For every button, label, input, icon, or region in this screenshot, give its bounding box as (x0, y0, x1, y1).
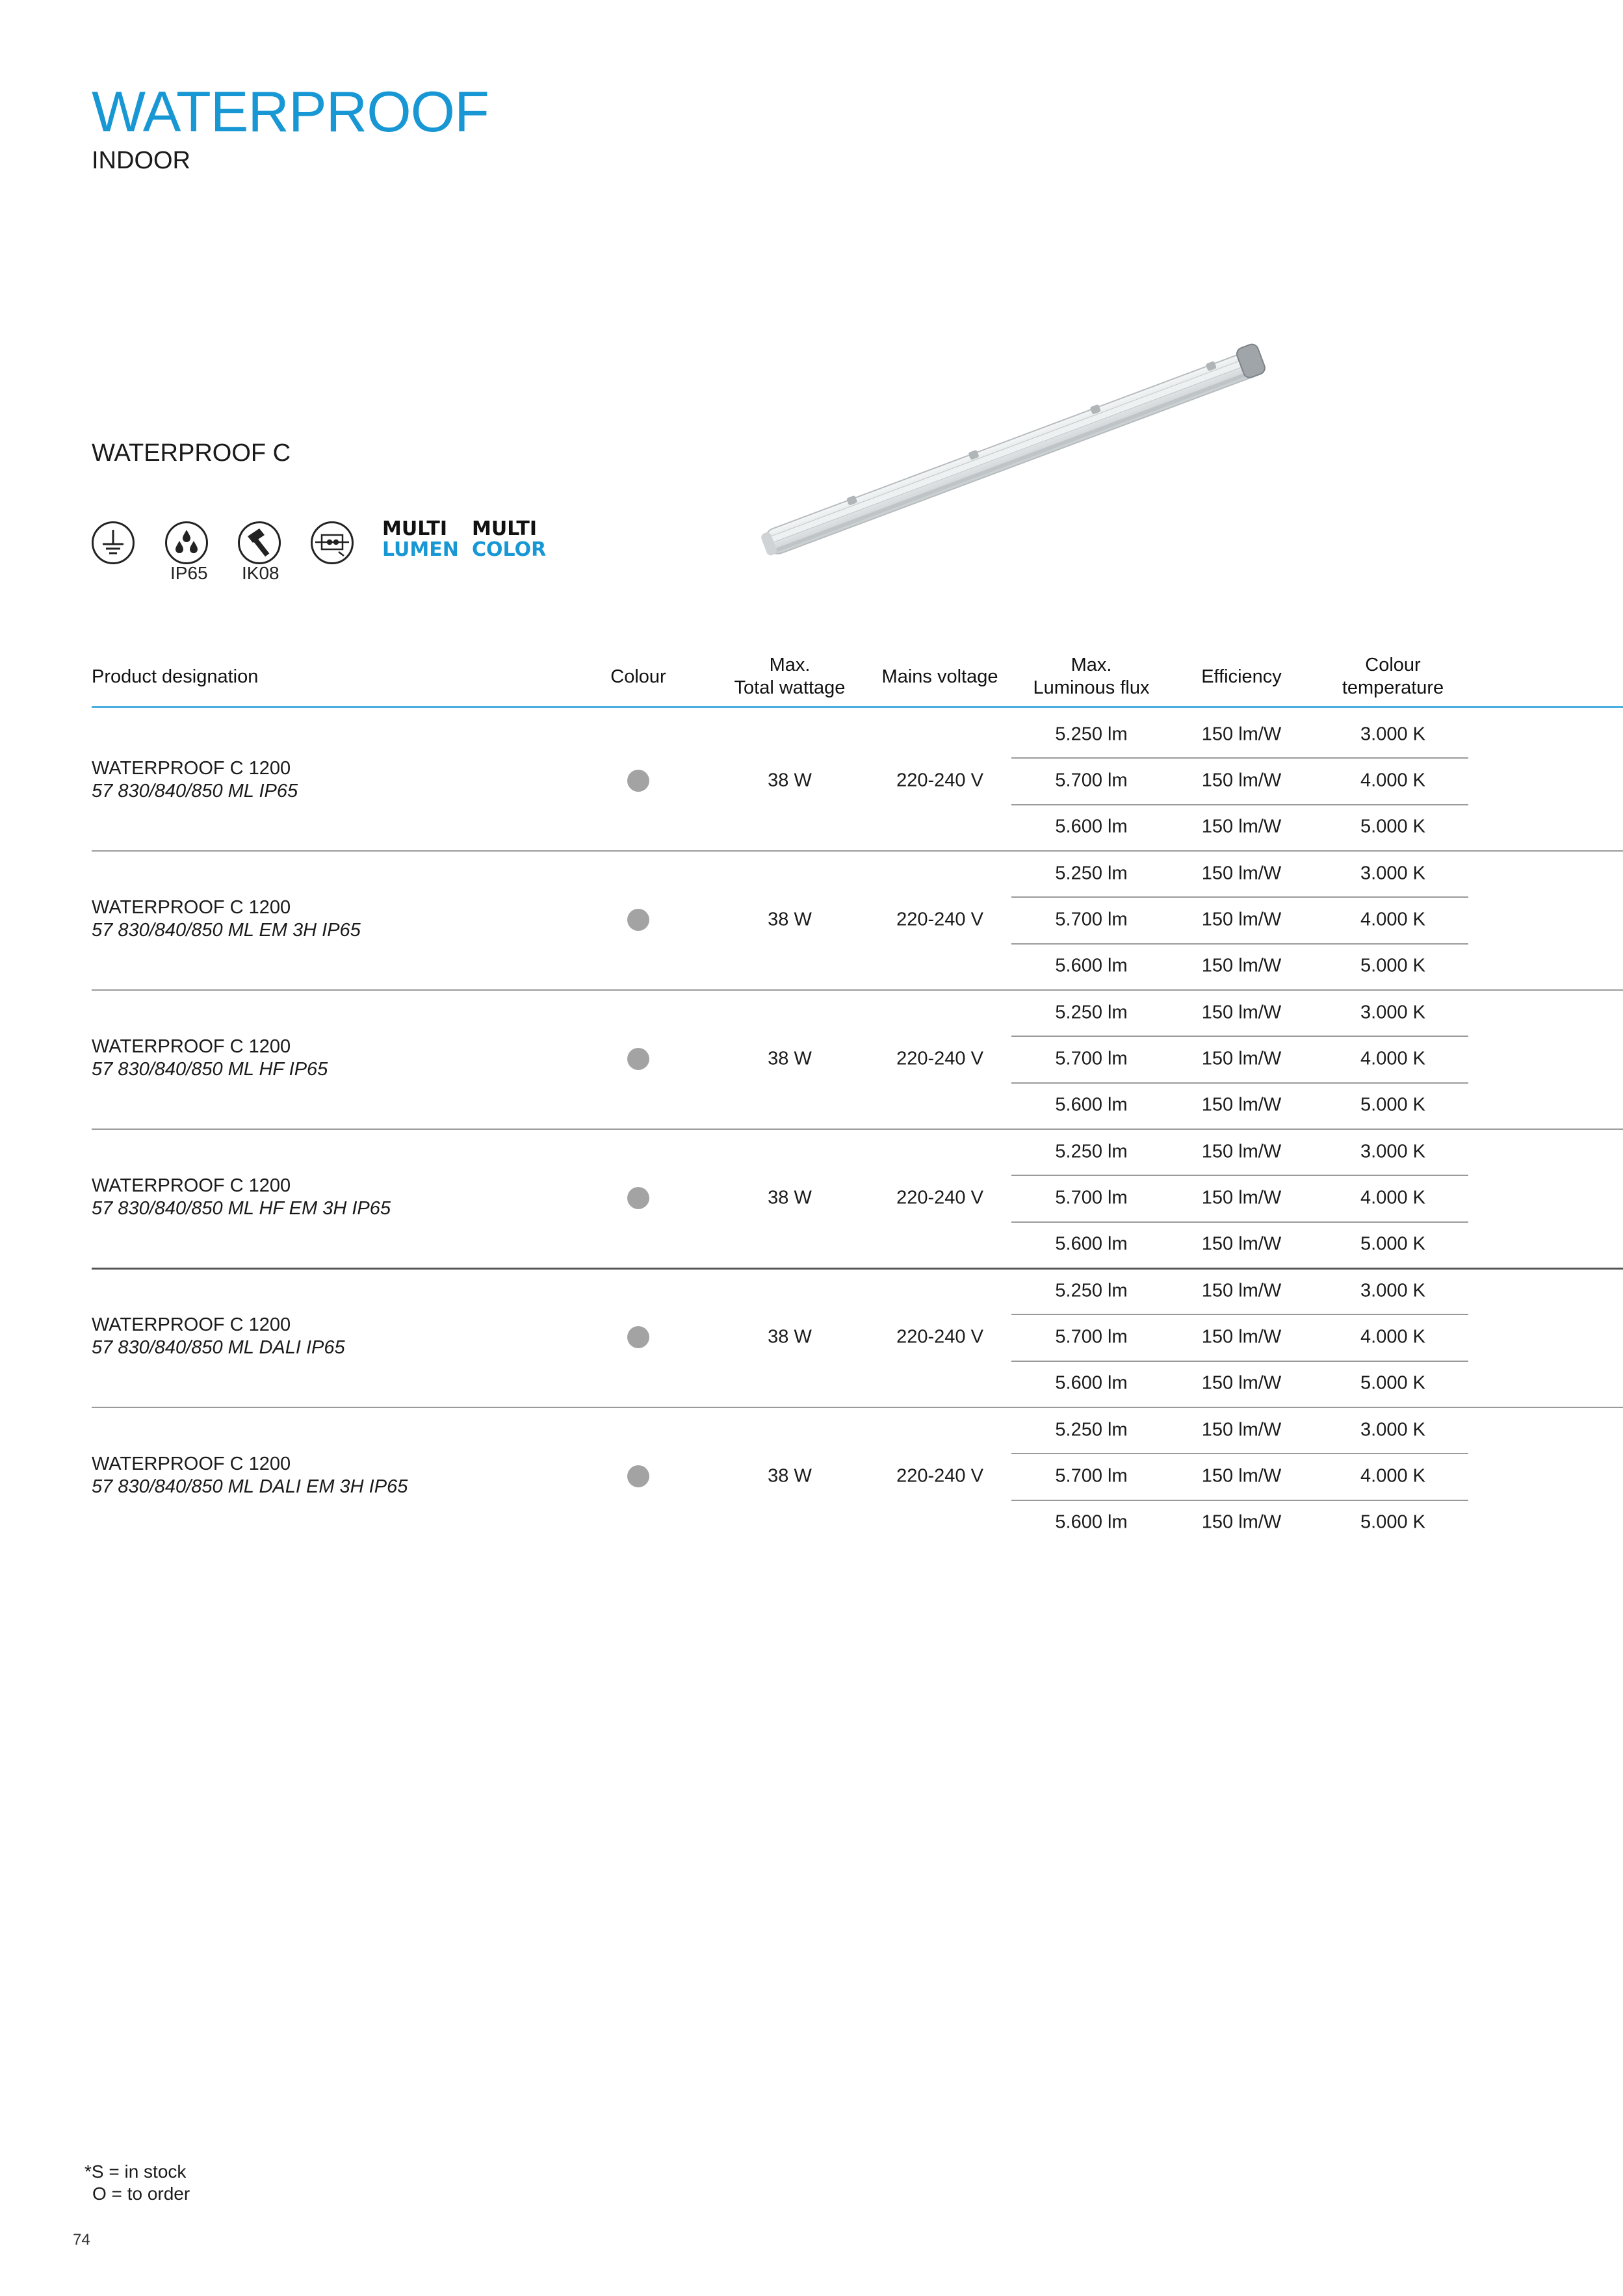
badge-line: COLOR (472, 538, 547, 561)
product-code: 57 830/840/850 ML HF EM 3H IP65 (92, 1198, 391, 1219)
total-wattage: 38 W (768, 770, 812, 791)
colour-temperature: 5.000 K (1360, 816, 1425, 837)
efficiency: 150 lm/W (1201, 770, 1282, 791)
efficiency: 150 lm/W (1201, 1141, 1282, 1162)
luminous-flux: 5.600 lm (1055, 1094, 1128, 1115)
total-wattage: 38 W (768, 909, 812, 930)
product-designation (92, 1036, 328, 1081)
product-model: WATERPROOF C 1200 (92, 1454, 291, 1474)
variant-divider (1011, 1314, 1468, 1315)
col-header-voltage: Mains voltage (881, 666, 998, 687)
luminous-flux: 5.250 lm (1055, 863, 1128, 884)
row-divider (92, 989, 1623, 991)
colour-temperature: 4.000 K (1360, 909, 1425, 930)
luminous-flux: 5.600 lm (1055, 1511, 1128, 1533)
mains-voltage: 220-240 V (896, 1326, 983, 1348)
header-line: Max. (769, 655, 811, 675)
luminous-flux: 5.250 lm (1055, 1419, 1128, 1441)
luminous-flux: 5.700 lm (1055, 770, 1128, 791)
total-wattage: 38 W (768, 1465, 812, 1487)
luminous-flux: 5.600 lm (1055, 1233, 1128, 1255)
row-divider (92, 850, 1623, 852)
efficiency: 150 lm/W (1201, 1280, 1282, 1301)
header-line: Luminous flux (1033, 677, 1150, 698)
variant-divider (1011, 1036, 1468, 1037)
colour-temperature: 5.000 K (1360, 1233, 1425, 1255)
colour-temperature: 4.000 K (1360, 1465, 1425, 1487)
product-designation (92, 1175, 391, 1220)
mains-voltage: 220-240 V (896, 770, 983, 791)
multi-color-badge (472, 519, 546, 560)
mains-voltage: 220-240 V (896, 1465, 983, 1487)
variant-divider (1011, 1175, 1468, 1176)
colour-temperature: 3.000 K (1360, 1280, 1425, 1301)
colour-temperature: 3.000 K (1360, 1419, 1425, 1441)
mains-voltage: 220-240 V (896, 1048, 983, 1069)
stock-note-line: *S = in stock (84, 2161, 187, 2182)
efficiency: 150 lm/W (1201, 1419, 1282, 1441)
product-code: 57 830/840/850 ML HF IP65 (92, 1059, 328, 1080)
table-header-rule (92, 706, 1623, 708)
colour-temperature: 5.000 K (1360, 1094, 1425, 1115)
header-line: Total wattage (734, 677, 846, 698)
efficiency: 150 lm/W (1201, 955, 1282, 976)
page-subtitle: INDOOR (92, 147, 190, 174)
total-wattage: 38 W (768, 1048, 812, 1069)
variant-divider (1011, 804, 1468, 805)
product-model: WATERPROOF C 1200 (92, 1175, 291, 1196)
row-divider (92, 1128, 1623, 1130)
luminous-flux: 5.700 lm (1055, 1326, 1128, 1348)
badge-line: MULTI (382, 517, 447, 540)
efficiency: 150 lm/W (1201, 1048, 1282, 1069)
colour-temperature: 3.000 K (1360, 1002, 1425, 1023)
efficiency: 150 lm/W (1201, 816, 1282, 837)
product-code: 57 830/840/850 ML DALI EM 3H IP65 (92, 1476, 408, 1497)
efficiency: 150 lm/W (1201, 1326, 1282, 1348)
colour-temperature: 3.000 K (1360, 1141, 1425, 1162)
colour-temperature: 3.000 K (1360, 724, 1425, 745)
total-wattage: 38 W (768, 1326, 812, 1348)
mains-voltage: 220-240 V (896, 909, 983, 930)
mains-voltage: 220-240 V (896, 1187, 983, 1208)
efficiency: 150 lm/W (1201, 1233, 1282, 1255)
efficiency: 150 lm/W (1201, 1002, 1282, 1023)
efficiency: 150 lm/W (1201, 1465, 1282, 1487)
ik-rating-label: IK08 (242, 563, 279, 583)
luminous-flux: 5.700 lm (1055, 1048, 1128, 1069)
badge-line: LUMEN (382, 538, 459, 561)
row-divider (92, 1407, 1623, 1408)
colour-dot (627, 1048, 649, 1070)
variant-divider (1011, 1453, 1468, 1454)
colour-temperature: 3.000 K (1360, 863, 1425, 884)
product-code: 57 830/840/850 ML EM 3H IP65 (92, 920, 361, 941)
product-name: WATERPROOF C (92, 439, 291, 467)
col-header-colour: Colour (610, 666, 666, 687)
earth-ground-icon (92, 521, 135, 564)
colour-temperature: 4.000 K (1360, 770, 1425, 791)
product-model: WATERPROOF C 1200 (92, 758, 291, 779)
luminous-flux: 5.600 lm (1055, 816, 1128, 837)
variant-divider (1011, 1221, 1468, 1223)
colour-temperature: 4.000 K (1360, 1048, 1425, 1069)
product-model: WATERPROOF C 1200 (92, 897, 291, 918)
through-wiring-icon (311, 521, 354, 564)
colour-temperature: 5.000 K (1360, 955, 1425, 976)
product-code: 57 830/840/850 ML DALI IP65 (92, 1337, 345, 1358)
luminous-flux: 5.600 lm (1055, 955, 1128, 976)
efficiency: 150 lm/W (1201, 1511, 1282, 1533)
efficiency: 150 lm/W (1201, 1187, 1282, 1208)
efficiency: 150 lm/W (1201, 724, 1282, 745)
luminous-flux: 5.700 lm (1055, 909, 1128, 930)
page-number: 74 (73, 2231, 90, 2249)
colour-temperature: 5.000 K (1360, 1372, 1425, 1394)
variant-divider (1011, 896, 1468, 898)
col-header-designation: Product designation (92, 666, 259, 687)
page-title: WATERPROOF (92, 79, 489, 144)
luminous-flux: 5.700 lm (1055, 1187, 1128, 1208)
hammer-impact-icon (238, 521, 281, 564)
efficiency: 150 lm/W (1201, 863, 1282, 884)
product-model: WATERPROOF C 1200 (92, 1314, 291, 1335)
luminous-flux: 5.250 lm (1055, 1141, 1128, 1162)
col-header-efficiency: Efficiency (1201, 666, 1282, 687)
colour-dot (627, 909, 649, 931)
header-line: Max. (1071, 655, 1112, 675)
ip-rating-label: IP65 (170, 563, 208, 583)
colour-dot (627, 1465, 649, 1487)
colour-temperature: 5.000 K (1360, 1511, 1425, 1533)
product-designation (92, 1314, 345, 1359)
colour-dot (627, 770, 649, 792)
colour-temperature: 4.000 K (1360, 1326, 1425, 1348)
multi-lumen-badge (382, 519, 459, 560)
row-divider (92, 1268, 1623, 1270)
product-image (754, 293, 1287, 566)
product-code: 57 830/840/850 ML IP65 (92, 781, 298, 802)
stock-note-line: O = to order (92, 2184, 190, 2204)
stock-note (84, 2161, 190, 2205)
col-header-cct (1342, 654, 1444, 699)
col-header-wattage (734, 654, 846, 699)
colour-dot (627, 1187, 649, 1209)
luminous-flux: 5.250 lm (1055, 1002, 1128, 1023)
product-designation (92, 757, 298, 803)
efficiency: 150 lm/W (1201, 1094, 1282, 1115)
efficiency: 150 lm/W (1201, 1372, 1282, 1394)
product-model: WATERPROOF C 1200 (92, 1036, 291, 1057)
variant-divider (1011, 757, 1468, 759)
total-wattage: 38 W (768, 1187, 812, 1208)
luminous-flux: 5.700 lm (1055, 1465, 1128, 1487)
product-designation (92, 1453, 408, 1498)
luminous-flux: 5.600 lm (1055, 1372, 1128, 1394)
header-line: Colour (1365, 655, 1421, 675)
water-drops-icon (165, 521, 208, 564)
col-header-flux (1033, 654, 1150, 699)
header-line: temperature (1342, 677, 1444, 698)
variant-divider (1011, 943, 1468, 945)
colour-dot (627, 1326, 649, 1348)
luminous-flux: 5.250 lm (1055, 724, 1128, 745)
variant-divider (1011, 1361, 1468, 1362)
efficiency: 150 lm/W (1201, 909, 1282, 930)
variant-divider (1011, 1500, 1468, 1501)
badge-line: MULTI (472, 517, 537, 540)
product-designation (92, 896, 361, 942)
colour-temperature: 4.000 K (1360, 1187, 1425, 1208)
variant-divider (1011, 1082, 1468, 1084)
luminous-flux: 5.250 lm (1055, 1280, 1128, 1301)
